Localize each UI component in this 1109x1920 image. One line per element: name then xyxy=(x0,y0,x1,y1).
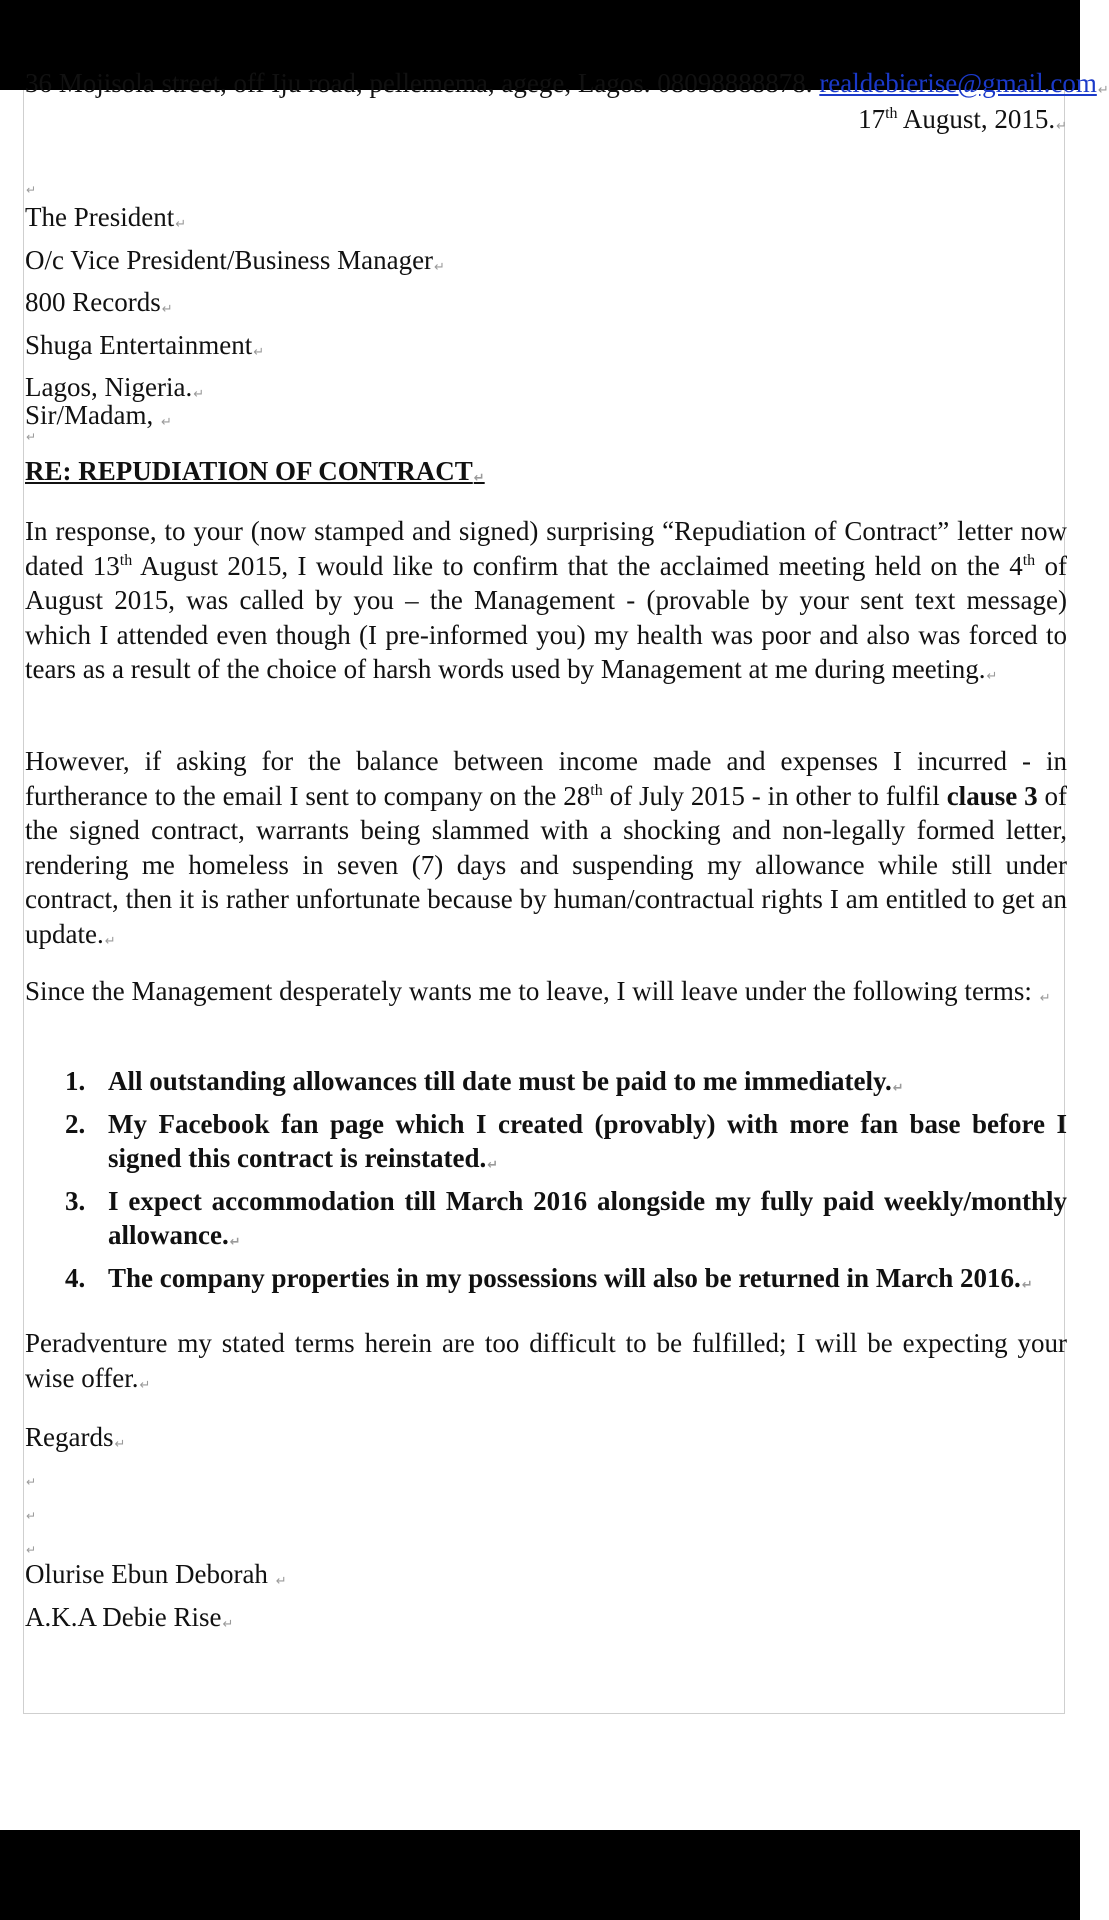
paragraph-mark-icon: ↵ xyxy=(1039,991,1051,1006)
list-item: 1. All outstanding allowances till date must be paid to me immediately.↵ xyxy=(65,1066,904,1096)
closing: Regards↵ xyxy=(25,1422,126,1452)
paragraph-balance: However, if asking for the balance between income made and expenses I incurred - in furtherance to the email I sent to company on the 28th of July 2015 - in other to fulfil clause 3 of the signed contract, warrants being slammed with a shocking and non-legally formed letter, rendering me homeless in seven (7) days and suspending my allowance while still under contract, then it is rather unfortunate because by human/contractual rights I am entitled to get an update.↵ xyxy=(25,746,1067,949)
recipient-line: Lagos, Nigeria.↵ xyxy=(25,372,205,402)
bottom-black-bar xyxy=(0,1830,1080,1920)
signature-block xyxy=(25,1557,287,1642)
paragraph-terms-intro: Since the Management desperately wants me to leave, I will leave under the following terms: ↵ xyxy=(25,976,1051,1006)
letter-date: 17th August, 2015.↵ xyxy=(858,104,1067,134)
paragraph-mark-icon: ↵ xyxy=(1097,83,1109,98)
empty-line xyxy=(25,1458,36,1492)
paragraph-mark-icon: ↵ xyxy=(275,1574,287,1589)
paragraph-mark-icon: ↵ xyxy=(26,429,37,444)
paragraph-mark-icon: ↵ xyxy=(487,1158,499,1173)
recipient-line: Shuga Entertainment↵ xyxy=(25,329,265,360)
paragraph-mark-icon: ↵ xyxy=(26,1509,37,1523)
empty-line xyxy=(25,1492,36,1526)
recipient-line: O/c Vice President/Business Manager↵ xyxy=(25,244,445,275)
recipient-line: The President↵ xyxy=(25,202,187,232)
recipient-address xyxy=(25,166,1067,447)
paragraph-mark-icon: ↵ xyxy=(26,1543,37,1557)
empty-line xyxy=(25,166,1067,200)
paragraph-mark-icon: ↵ xyxy=(104,933,116,949)
salutation: Sir/Madam, ↵ xyxy=(25,400,172,430)
sender-address: 36 Mojisola street, off Iju road, pellemema, agege, Lagos. 08098888878. xyxy=(25,68,813,98)
terms-list xyxy=(25,1064,1067,1303)
list-item: 2. My Facebook fan page which I created (provably) with more fan base before I signed this contract is reinstated.↵ xyxy=(65,1108,1067,1173)
paragraph-mark-icon: ↵ xyxy=(434,259,445,275)
paragraph-offer: Peradventure my stated terms herein are too difficult to be fulfilled; I will be expecting your wise offer.↵ xyxy=(25,1328,1067,1393)
paragraph-mark-icon: ↵ xyxy=(253,344,265,360)
signature-name: Olurise Ebun Deborah ↵ xyxy=(25,1559,287,1589)
paragraph-mark-icon: ↵ xyxy=(26,1475,37,1489)
recipient-line: 800 Records↵ xyxy=(25,287,173,317)
list-item: 3. I expect accommodation till March 2016 alongside my fully paid weekly/monthly allowance.↵ xyxy=(65,1185,1067,1250)
paragraph-mark-icon: ↵ xyxy=(229,1235,241,1250)
paragraph-mark-icon: ↵ xyxy=(26,183,37,197)
signature-alias: A.K.A Debie Rise↵ xyxy=(25,1601,234,1632)
paragraph-response: In response, to your (now stamped and signed) surprising “Repudiation of Contract” letter now dated 13th August 2015, I would like to confirm that the acclaimed meeting held on the 4th of August 2015, was called by you – the Management - (provable by your sent text message) which I attended even though (I pre-informed you) my health was poor and also was forced to tears as a result of the choice of harsh words used by Management at me during meeting.↵ xyxy=(25,516,1067,684)
paragraph-mark-icon: ↵ xyxy=(473,471,485,486)
paragraph-mark-icon: ↵ xyxy=(1056,119,1067,134)
paragraph-mark-icon: ↵ xyxy=(1021,1277,1033,1293)
list-item: 4. The company properties in my possessions will also be returned in March 2016.↵ xyxy=(65,1262,1033,1293)
paragraph-mark-icon: ↵ xyxy=(161,302,173,317)
paragraph-mark-icon: ↵ xyxy=(892,1081,904,1096)
paragraph-mark-icon: ↵ xyxy=(114,1437,126,1452)
empty-line xyxy=(25,413,1067,447)
paragraph-mark-icon: ↵ xyxy=(193,387,205,402)
letter-subject: RE: REPUDIATION OF CONTRACT↵ xyxy=(25,456,485,486)
letter-content xyxy=(25,68,1109,1714)
paragraph-mark-icon: ↵ xyxy=(139,1377,151,1393)
paragraph-mark-icon: ↵ xyxy=(161,415,172,430)
signature-space xyxy=(25,1458,36,1560)
sender-email-link[interactable]: realdebierise@gmail.com xyxy=(819,68,1097,98)
paragraph-mark-icon: ↵ xyxy=(986,669,998,684)
paragraph-mark-icon: ↵ xyxy=(222,1616,234,1632)
paragraph-mark-icon: ↵ xyxy=(175,217,187,232)
empty-line xyxy=(25,1526,36,1560)
